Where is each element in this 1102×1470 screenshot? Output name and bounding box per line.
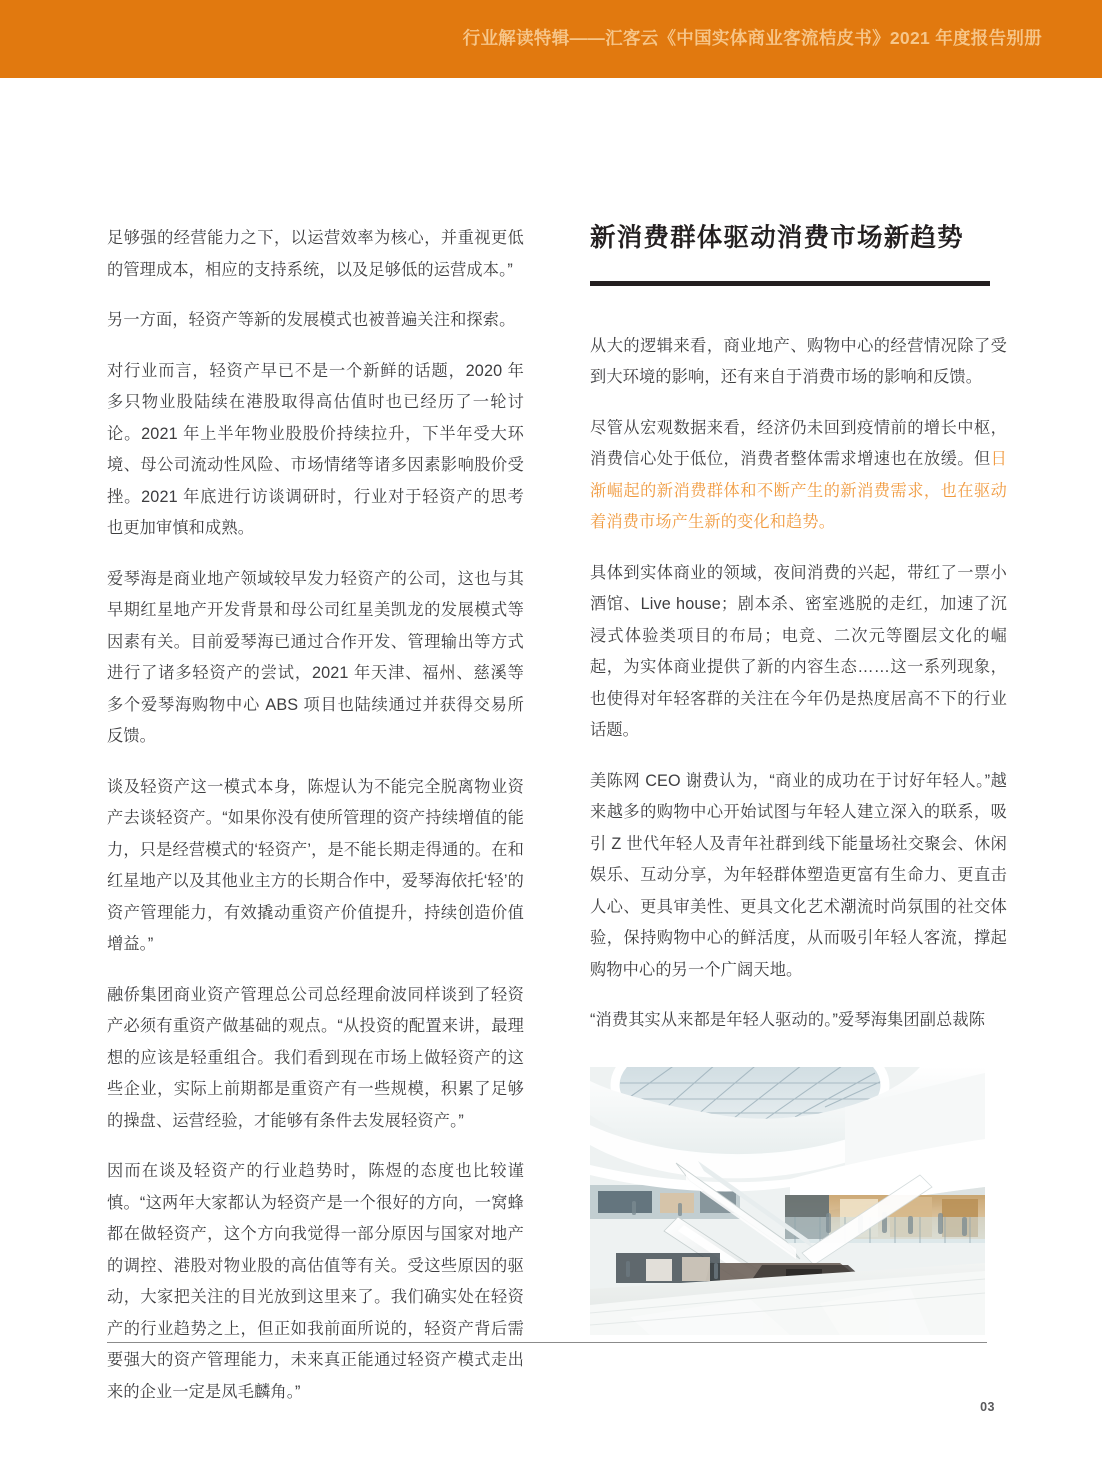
section-title: 新消费群体驱动消费市场新趋势 (590, 224, 964, 252)
paragraph: 对行业而言，轻资产早已不是一个新鲜的话题，2020 年多只物业股陆续在港股取得高估值时也已经历了一轮讨论。2021 年上半年物业股股价持续拉升，下半年受大环境、母公司流动性风险、市场情绪等诸多因素影响股价受挫。2021 年底进行访谈调研时，行业对于轻资产的思考也更加审慎和成熟。 (107, 361, 524, 537)
paragraph: 谈及轻资产这一模式本身，陈煜认为不能完全脱离物业资产去谈轻资产。“如果你没有使所管理的资产持续增值的能力，只是经营模式的‘轻资产’，是不能长期走得通的。在和红星地产以及其他业主方的长期合作中，爱琴海依托‘轻’的资产管理能力，有效撬动重资产价值提升，持续创造价值增益。” (107, 777, 524, 953)
page-header-band (0, 0, 1102, 78)
footer-divider (107, 1342, 987, 1343)
section-header-block (590, 223, 1007, 286)
right-column (590, 223, 1007, 1335)
shopping-mall-interior-photo (590, 1067, 985, 1335)
paragraph: 从大的逻辑来看，商业地产、购物中心的经营情况除了受到大环境的影响，还有来自于消费市场的影响和反馈。 (590, 336, 1007, 387)
page-number: 03 (980, 1400, 995, 1414)
paragraph: 爱琴海是商业地产领域较早发力轻资产的公司，这也与其早期红星地产开发背景和母公司红星美凯龙的发展模式等因素有关。目前爱琴海已通过合作开发、管理输出等方式进行了诸多轻资产的尝试，2021 年天津、福州、慈溪等多个爱琴海购物中心 ABS 项目也陆续通过并获得交易所反馈。 (107, 569, 524, 745)
paragraph-accent-text: 日渐崛起的新消费群体和不断产生的新消费需求，也在驱动着消费市场产生新的变化和趋势。 (590, 450, 1007, 532)
paragraph: “消费其实从来都是年轻人驱动的。”爱琴海集团副总裁陈 (590, 1011, 986, 1030)
left-column (107, 223, 524, 1408)
section-title-underline (590, 281, 990, 286)
paragraph-mixed (590, 413, 1007, 539)
paragraph: 融侨集团商业资产管理总公司总经理俞波同样谈到了轻资产必须有重资产做基础的观点。“从投资的配置来讲，最理想的应该是轻重组合。我们看到现在市场上做轻资产的这些企业，实际上前期都是重资产有一些规模，积累了足够的操盘、运营经验，才能够有条件去发展轻资产。” (107, 985, 524, 1130)
paragraph: 美陈网 CEO 谢费认为，“商业的成功在于讨好年轻人。”越来越多的购物中心开始试图与年轻人建立深入的联系，吸引 Z 世代年轻人及青年社群到线下能量场社交聚会、休闲娱乐、互动分享，为年轻群体塑造更富有生命力、更直击人心、更具审美性、更具文化艺术潮流时尚氛围的社交体验，保持购物中心的鲜活度，从而吸引年轻人客流，撑起购物中心的另一个广阔天地。 (590, 771, 1007, 979)
paragraph-accent: 另一方面，轻资产等新的发展模式也被普遍关注和探索。 (107, 311, 516, 329)
paragraph: 因而在谈及轻资产的行业趋势时，陈煜的态度也比较谨慎。“这两年大家都认为轻资产是一个很好的方向，一窝蜂都在做轻资产，这个方向我觉得一部分原因与国家对地产的调控、港股对物业股的高估值等有关。受这些原因的驱动，大家把关注的目光放到这里来了。我们确实处在轻资产的行业趋势之上，但正如我前面所说的，轻资产背后需要强大的资产管理能力，未来真正能通过轻资产模式走出来的企业一定是凤毛麟角。” (107, 1162, 524, 1401)
paragraph: 具体到实体商业的领域，夜间消费的兴起，带红了一票小酒馆、Live house；剧本杀、密室逃脱的走红，加速了沉浸式体验类项目的布局；电竞、二次元等圈层文化的崛起，为实体商业提供了新的内容生态……这一系列现象，也使得对年轻客群的关注在今年仍是热度居高不下的行业话题。 (590, 563, 1007, 740)
paragraph: 足够强的经营能力之下，以运营效率为核心，并重视更低的管理成本，相应的支持系统，以及足够低的运营成本。” (107, 229, 524, 279)
page-body (0, 78, 1102, 1470)
header-title: 行业解读特辑——汇客云《中国实体商业客流桔皮书》2021 年度报告别册 (462, 28, 1042, 48)
paragraph-lead-text: 尽管从宏观数据来看，经济仍未回到疫情前的增长中枢，消费信心处于低位，消费者整体需求增速也在放缓。但 (590, 418, 1007, 469)
